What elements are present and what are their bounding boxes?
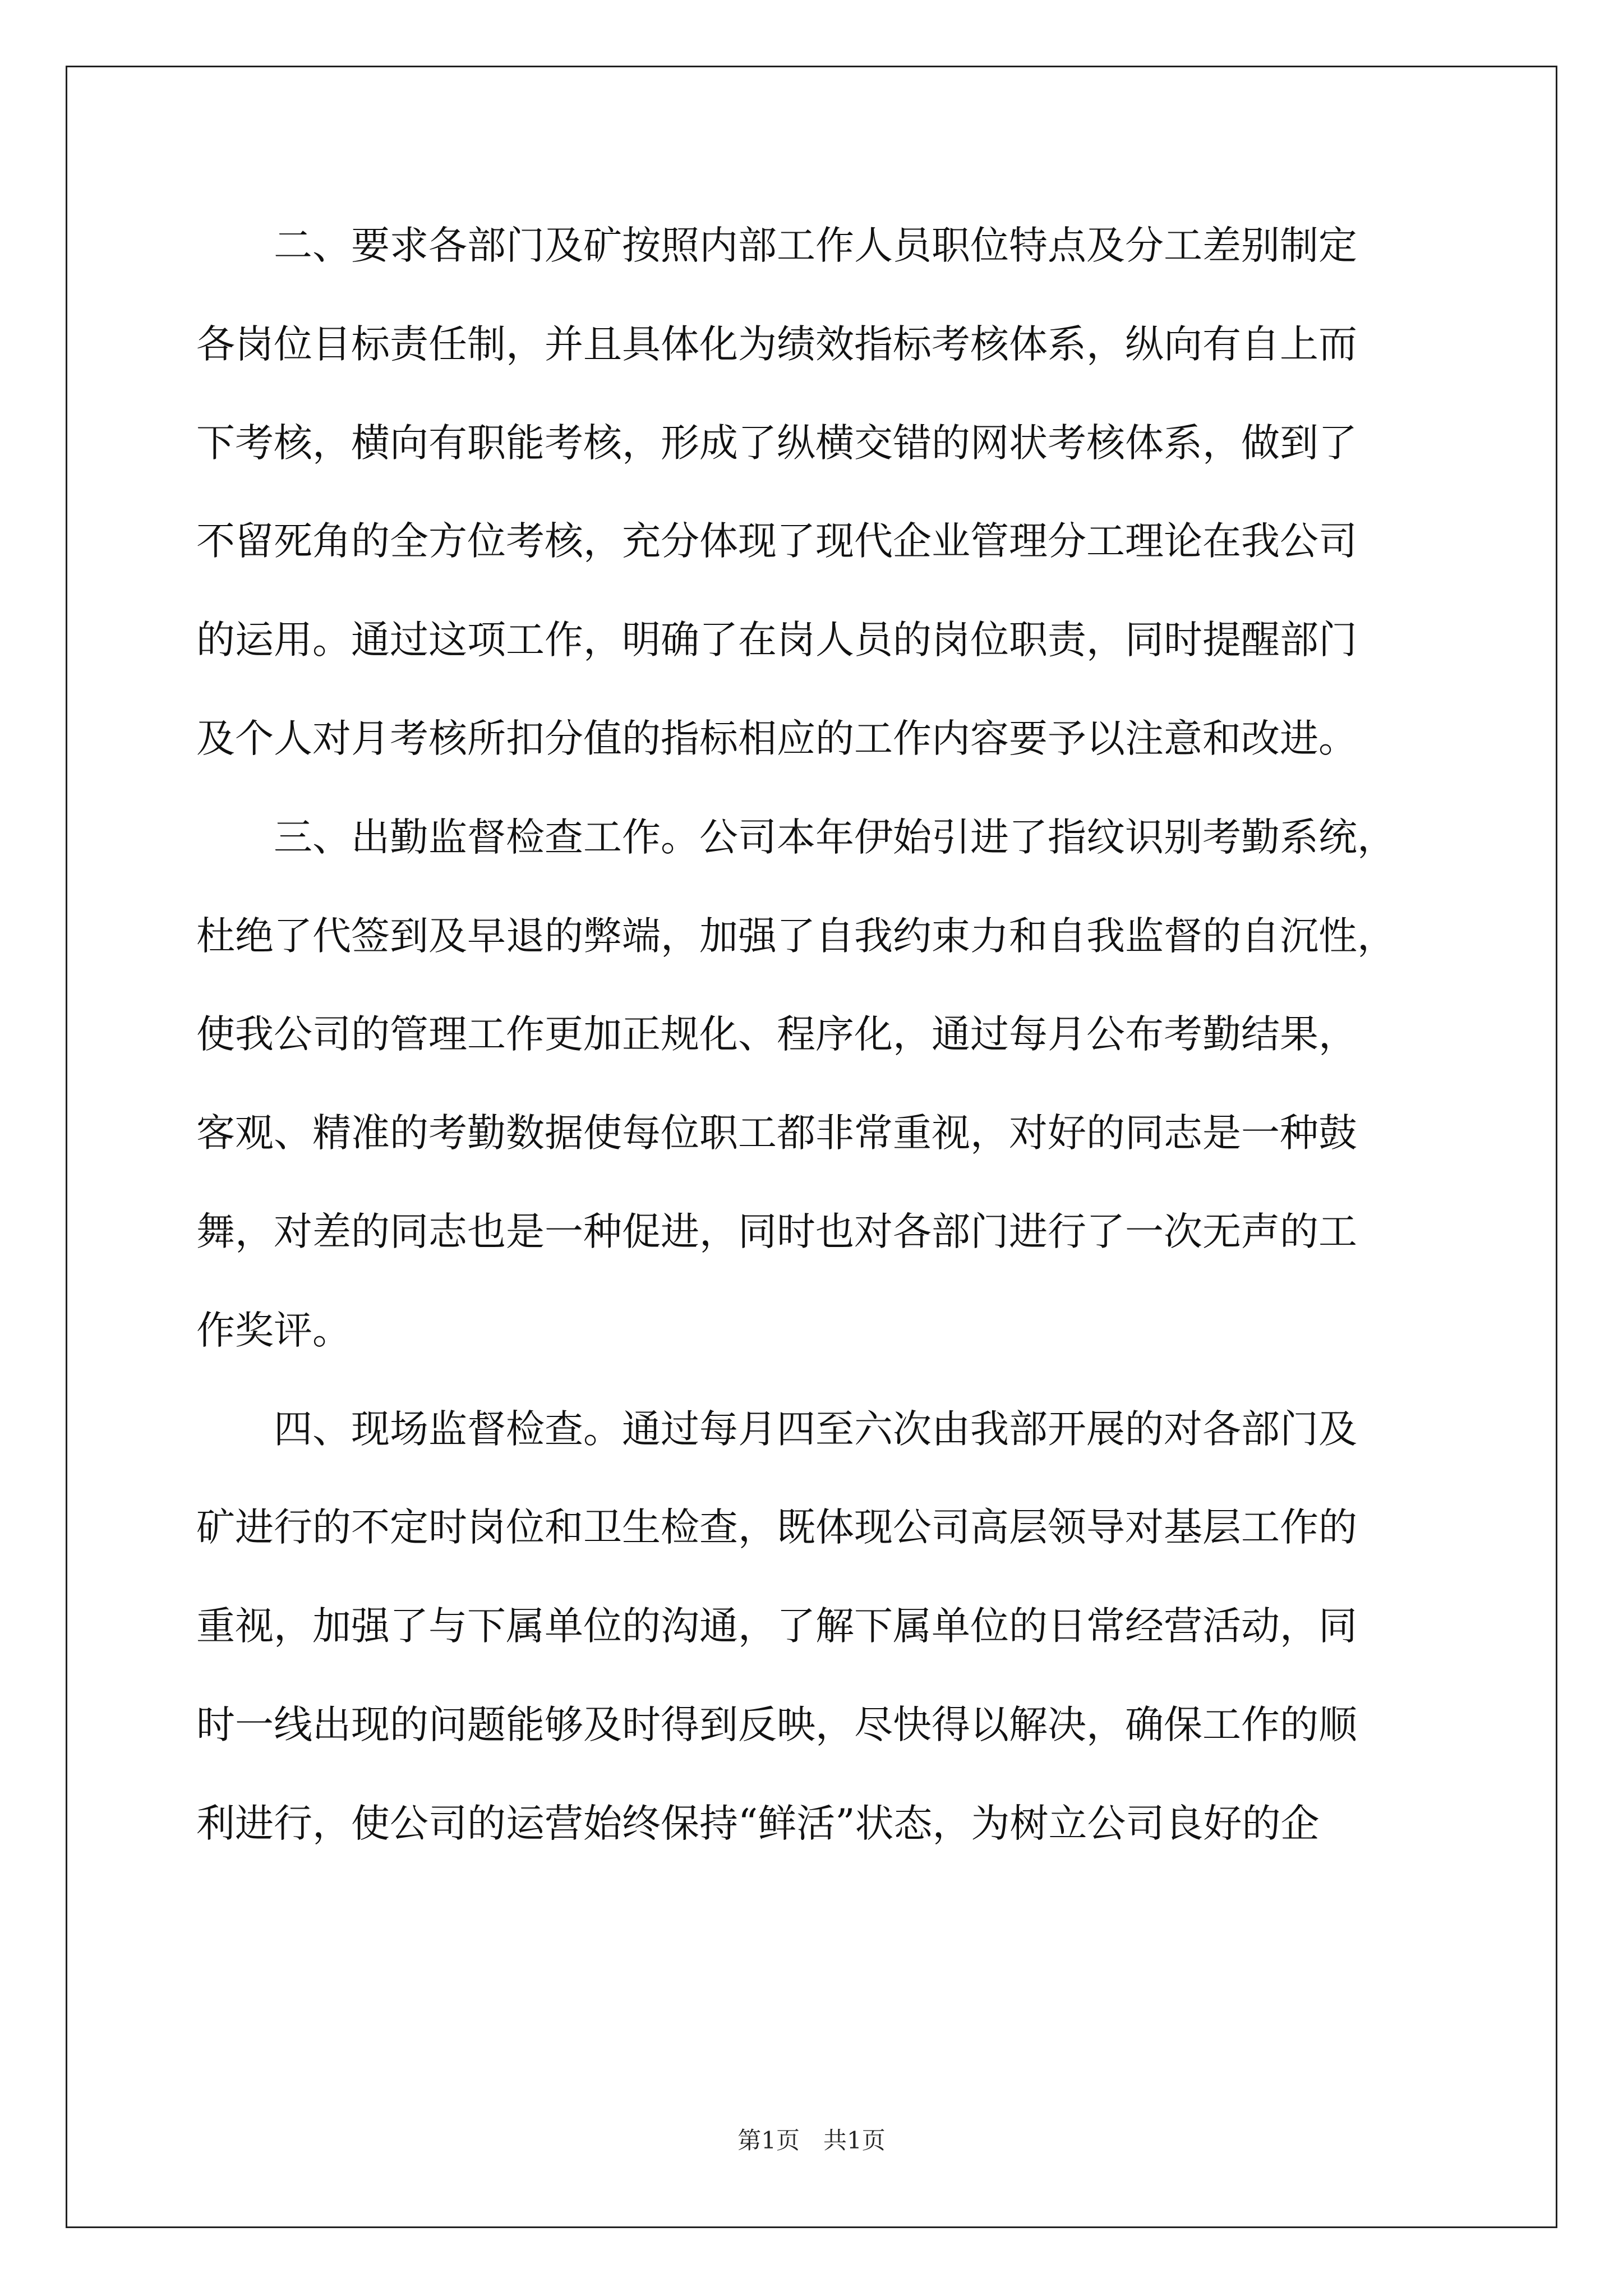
text-line: 各岗位目标责任制，并且具体化为绩效指标考核体系，纵向有自上而 bbox=[196, 322, 1357, 367]
text-line: 利进行，使公司的运营始终保持“鲜活”状态，为树立公司良好的企 bbox=[196, 1801, 1320, 1846]
text-line: 使我公司的管理工作更加正规化、程序化，通过每月公布考勤结果， bbox=[196, 1012, 1357, 1057]
text-line: 四、现场监督检查。通过每月四至六次由我部开展的对各部门及 bbox=[196, 1407, 1357, 1452]
text-line: 时一线出现的问题能够及时得到反映，尽快得以解决，确保工作的顺 bbox=[196, 1703, 1357, 1747]
text-line: 矿进行的不定时岗位和卫生检查，既体现公司高层领导对基层工作的 bbox=[196, 1505, 1357, 1550]
text-line: 客观、精准的考勤数据使每位职工都非常重视，对好的同志是一种鼓 bbox=[196, 1111, 1357, 1156]
text-line: 的运用。通过这项工作，明确了在岗人员的岗位职责，同时提醒部门 bbox=[196, 618, 1357, 662]
page-footer: 第1页 共1页 bbox=[737, 2127, 886, 2154]
text-line: 及个人对月考核所扣分值的指标相应的工作内容要予以注意和改进。 bbox=[196, 716, 1357, 761]
text-line: 三、出勤监督检查工作。公司本年伊始引进了指纹识别考勤系统， bbox=[196, 815, 1396, 860]
text-line: 舞，对差的同志也是一种促进，同时也对各部门进行了一次无声的工 bbox=[196, 1209, 1357, 1254]
text-line: 重视，加强了与下属单位的沟通，了解下属单位的日常经营活动，同 bbox=[196, 1604, 1357, 1649]
text-line: 作奖评。 bbox=[196, 1308, 351, 1353]
text-line: 杜绝了代签到及早退的弊端，加强了自我约束力和自我监督的自沉性， bbox=[196, 914, 1396, 959]
text-line: 二、要求各部门及矿按照内部工作人员职位特点及分工差别制定 bbox=[196, 223, 1357, 268]
text-line: 下考核，横向有职能考核，形成了纵横交错的网状考核体系，做到了 bbox=[196, 421, 1357, 466]
text-line: 不留死角的全方位考核，充分体现了现代企业管理分工理论在我公司 bbox=[196, 519, 1357, 564]
